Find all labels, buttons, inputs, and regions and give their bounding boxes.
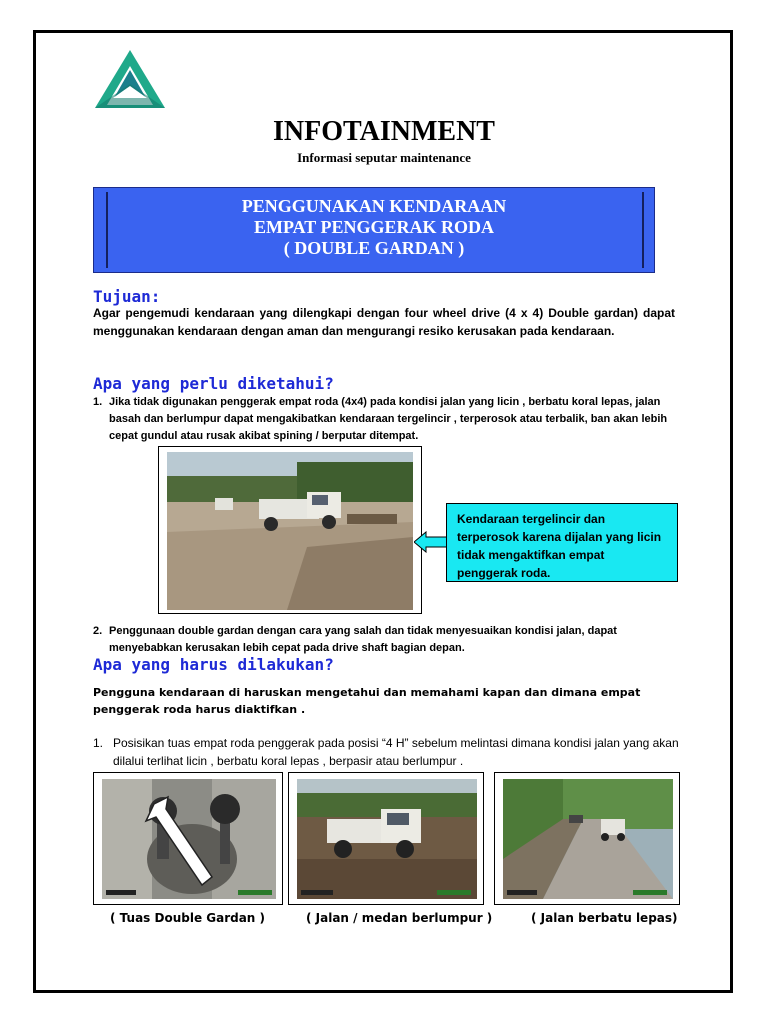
topic-banner <box>93 187 655 273</box>
perlu-item-2 <box>93 623 677 657</box>
page-subtitle: Informasi seputar maintenance <box>297 150 471 165</box>
callout-box: Kendaraan tergelincir dan terperosok karena dijalan yang licin tidak mengaktifkan empat penggerak roda. <box>446 503 678 582</box>
perlu-item-1 <box>93 394 677 445</box>
stuck-truck-photo <box>158 446 422 614</box>
banner-line-2: EMPAT PENGGERAK RODA <box>253 217 494 237</box>
perlu-item-1-text: Jika tidak digunakan penggerak empat roda (4x4) pada kondisi jalan yang licin , berbatu koral lepas, jalan basah dan berlumpur dapat mengakibatkan kendaraan tergelincir , terperosok atau terbalik, ban akan lebih cepat gundul atau rusak akibat spining / berputar ditempat. <box>109 396 668 442</box>
banner-line-1: PENGGUNAKAN KENDARAAN <box>241 196 507 216</box>
perlu-item-1-number: 1. <box>93 396 103 408</box>
caption-gear-lever: ( Tuas Double Gardan ) <box>110 911 266 925</box>
gear-lever-photo <box>93 772 283 905</box>
gravel-road-photo <box>494 772 680 905</box>
perlu-heading: Apa yang perlu diketahui? <box>93 374 334 393</box>
caption-muddy-road: ( Jalan / medan berlumpur ) <box>306 911 493 925</box>
harus-heading: Apa yang harus dilakukan? <box>93 655 334 674</box>
harus-intro: Pengguna kendaraan di haruskan mengetahui dan memahami kapan dan dimana empat penggerak roda harus diaktifkan . <box>93 686 641 716</box>
perlu-item-2-number: 2. <box>93 625 103 637</box>
tujuan-text: Agar pengemudi kendaraan yang dilengkapi dengan four wheel drive (4 x 4) Double gardan) dapat menggunakan kendaraan dengan aman dan mengurangi resiko kerusakan pada kendaraan. <box>93 306 675 338</box>
harus-step-1 <box>93 734 683 770</box>
company-logo <box>93 48 167 110</box>
page-title: INFOTAINMENT <box>273 116 495 147</box>
harus-step-1-text: Posisikan tuas empat roda penggerak pada posisi “4 H” sebelum melintasi dimana kondisi jalan yang akan dilalui terlihat licin , berbatu koral lepas , berpasir atau berlumpur . <box>113 736 679 768</box>
perlu-item-2-text: Penggunaan double gardan dengan cara yang salah dan tidak menyesuaikan kondisi jalan, dapat menyebabkan kerusakan lebih cepat pada drive shaft bagian depan. <box>109 625 617 654</box>
banner-line-3: ( DOUBLE GARDAN ) <box>283 238 465 258</box>
caption-gravel-road: ( Jalan berbatu lepas) <box>531 911 678 925</box>
muddy-road-photo <box>288 772 484 905</box>
tujuan-heading: Tujuan: <box>93 287 161 306</box>
callout-arrow-icon <box>414 531 450 553</box>
harus-step-1-number: 1. <box>93 736 104 750</box>
